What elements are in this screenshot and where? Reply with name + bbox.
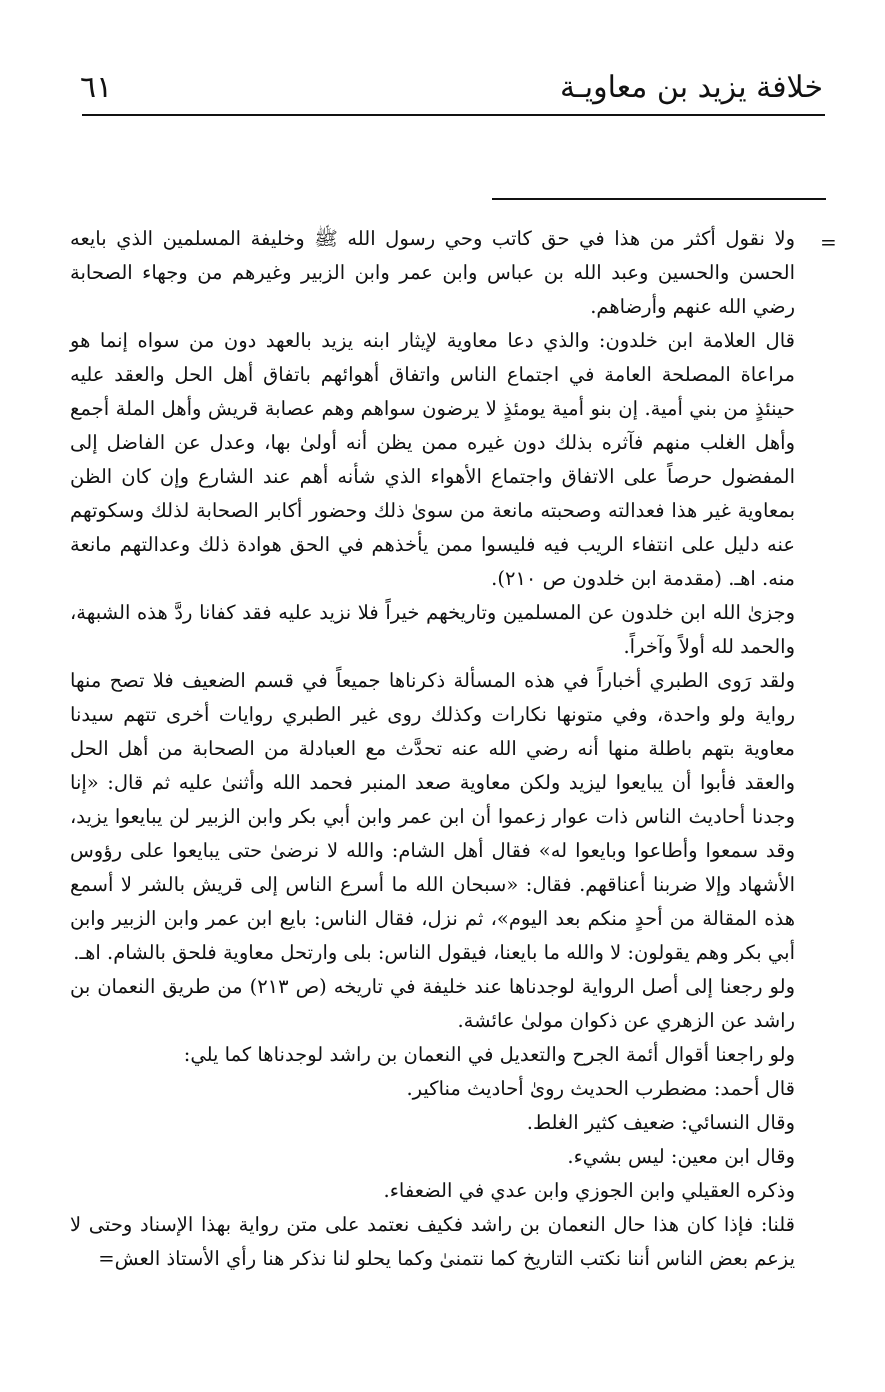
paragraph: وقال ابن معين: ليس بشيء. (567, 1145, 795, 1168)
footnote-continuation-mark: = (820, 230, 837, 254)
paragraph: وقال النسائي: ضعيف كثير الغلط. (526, 1111, 795, 1134)
page-number: ٦١ (80, 70, 113, 105)
footnote-body (70, 222, 795, 1276)
paragraph: قال أحمد: مضطرب الحديث روىٰ أحاديث مناكير. (406, 1077, 795, 1100)
paragraph: ولو رجعنا إلى أصل الرواية لوجدناها عند خليفة في تاريخه (ص ٢١٣) من طريق النعمان بن راشد عن الزهري عن ذكوان مولىٰ عائشة. (70, 975, 795, 1032)
paragraph: قلنا: فإذا كان هذا حال النعمان بن راشد فكيف نعتمد على متن رواية بهذا الإسناد وحتى لا يزعم بعض الناس أننا نكتب التاريخ كما نتمنىٰ وكما يحلو لنا نذكر هنا رأي الأستاذ العش= (70, 1213, 795, 1270)
header-rule (82, 114, 825, 116)
paragraph: وجزىٰ الله ابن خلدون عن المسلمين وتاريخهم خيراً فلا نزيد عليه فقد كفانا ردَّ هذه الشبهة، والحمد لله أولاً وآخراً. (70, 601, 795, 658)
paragraph: قال العلامة ابن خلدون: والذي دعا معاوية لإيثار ابنه يزيد بالعهد دون من سواه إنما هو مراعاة المصلحة العامة في اجتماع الناس واتفاق أهوائهم باتفاق أهل الحل والعقد عليه حينئذٍ من بني أمية. إن بنو أمية يومئذٍ لا يرضون سواهم وهم عصابة قريش وأهل الملة أجمع وأهل الغلب منهم فآثره بذلك دون غيره ممن يظن أنه أولىٰ بها، وعدل عن الفاضل إلى المفضول حرصاً على الاتفاق واجتماع الأهواء الذي شأنه أهم عند الشارع وإن كان الظن بمعاوية غير هذا فعدالته وصحبته مانعة من سوىٰ ذلك وحضور أكابر الصحابة لذلك وسكوتهم عنه دليل على انتفاء الريب فيه فليسوا ممن يأخذهم في الحق هوادة ذلك وعدالتهم مانعة منه. اهـ. (مقدمة ابن خلدون ص ٢١٠). (70, 329, 795, 590)
running-title: خلافة يزيد بن معاويـة (559, 70, 823, 105)
paragraph: ولا نقول أكثر من هذا في حق كاتب وحي رسول الله ﷺ وخليفة المسلمين الذي بايعه الحسن والحسين وعبد الله بن عباس وابن عمر وابن الزبير وغيرهم من وجهاء الصحابة رضي الله عنهم وأرضاهم. (70, 227, 795, 318)
paragraph: ولقد رَوى الطبري أخباراً في هذه المسألة ذكرناها جميعاً في قسم الضعيف فلا تصح منها رواية ولو واحدة، وفي متونها نكارات وكذلك روى غير الطبري روايات أخرى تتهم سيدنا معاوية بتهم باطلة منها أنه رضي الله عنه تحدَّث مع العبادلة من الصحابة من أهل الحل والعقد فأبوا أن يبايعوا ليزيد ولكن معاوية صعد المنبر فحمد الله وأثنىٰ عليه ثم قال: «إنا وجدنا أحاديث الناس ذات عوار زعموا أن ابن عمر وابن أبي بكر وابن الزبير لن يبايعوا يزيد، وقد سمعوا وأطاعوا وبايعوا له» فقال أهل الشام: والله لا نرضىٰ حتى يبايعوا على رؤوس الأشهاد وإلا ضربنا أعناقهم. فقال: «سبحان الله ما أسرع الناس إلى قريش بالشر لا أسمع هذه المقالة من أحدٍ منكم بعد اليوم»، ثم نزل، فقال الناس: بايع ابن عمر وابن الزبير وابن أبي بكر وهم يقولون: لا والله ما بايعنا، فيقول الناس: بلى وارتحل معاوية فلحق بالشام. اهـ. (70, 669, 795, 964)
paragraph: ولو راجعنا أقوال أئمة الجرح والتعديل في النعمان بن راشد لوجدناها كما يلي: (183, 1043, 795, 1066)
paragraph: وذكره العقيلي وابن الجوزي وابن عدي في الضعفاء. (383, 1179, 795, 1202)
footnote-separator-rule (492, 198, 826, 200)
